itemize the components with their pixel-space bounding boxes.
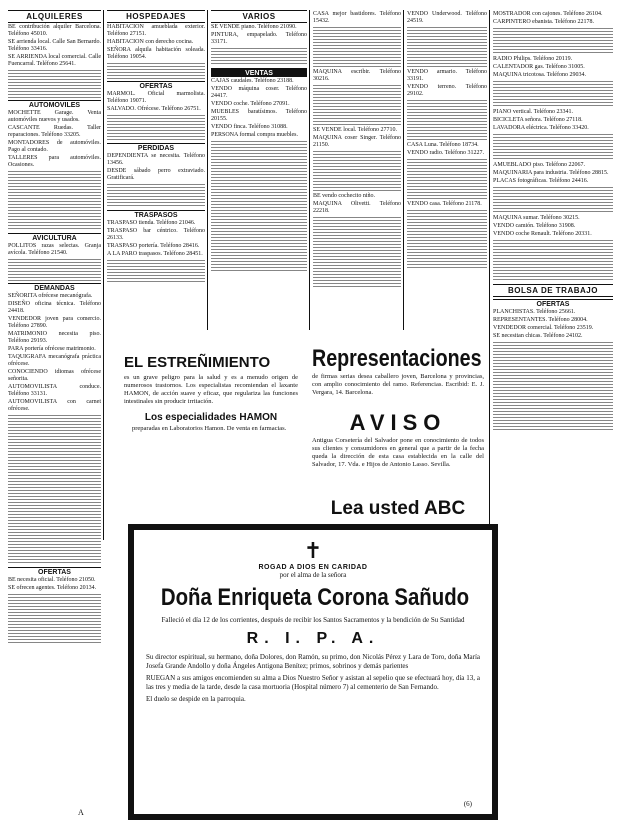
column-header: ALQUILERES (8, 10, 101, 23)
classified-ad: MAQUINARIA para industria. Teléfono 28815. (493, 170, 609, 176)
column-header: HOSPEDAJES (107, 10, 205, 23)
print-texture (8, 259, 101, 281)
print-texture (107, 184, 205, 208)
classified-ad: TRASPASO bar céntrico. Teléfono 26133. (107, 228, 205, 241)
classified-ad: CASCANTE Ruedas. Taller reparaciones. Teléfono 33205. (8, 125, 101, 138)
classified-ad: SE ARRIENDA local comercial. Calle Fuencarral. Teléfono 25641. (8, 54, 101, 67)
classified-ad: TALLERES para automóviles. Ocasiones. (8, 155, 101, 168)
advert-body: de firmas serias desea caballero joven, Barcelona y provincias, con amplio conocimiento del ramo. Referencias. Escribid: E. J. Vergara, 14. Barcelona. (312, 373, 484, 396)
advert-aviso (312, 410, 484, 492)
classified-ad: VENDEDOR comercial. Teléfono 23519. (493, 325, 594, 331)
classified-ad: VENDO terreno. Teléfono 29102. (407, 84, 487, 97)
obituary-name: Doña Enriqueta Corona Sañudo (160, 584, 470, 611)
obituary-rip: R. I. P. A. (246, 630, 380, 647)
classified-ad: A LA PARO traspasos. Teléfono 28451. (107, 251, 203, 257)
section-heading: BOLSA DE TRABAJO (493, 284, 613, 297)
classified-ad: VENDO finca. Teléfono 31088. (211, 124, 288, 130)
classified-ad: AUTOMOVILISTA conduce. Teléfono 33131. (8, 384, 101, 397)
obituary-notice (128, 524, 498, 820)
advert-body: es un grave peligro para la salud y es a menudo origen de numerosos trastornos. Los especialistas recomiendan el laxante HAMON, de acción suave y eficaz, que regulariza las funciones intestinales sin producir irritación. (124, 374, 298, 405)
advert-title: EL ESTREÑIMIENTO (124, 354, 271, 371)
print-texture (493, 342, 613, 432)
classified-ad: RADIO Philips. Teléfono 20119. (493, 56, 573, 62)
classified-ad: SE VENDE piano. Teléfono 21090. (211, 24, 297, 30)
obituary-rogad: ROGAD A DIOS EN CARIDAD (258, 564, 368, 571)
print-texture (493, 81, 613, 107)
classified-ad: CARPINTERO ebanista. Teléfono 22178. (493, 19, 594, 25)
classified-ad: VENDO Underwood. Teléfono 24519. (407, 11, 487, 24)
column-ventas-3 (407, 10, 487, 272)
column-ventas-2 (313, 10, 401, 289)
classified-ad: BE necesita oficial. Teléfono 21050. (8, 577, 96, 583)
classified-ad: SEÑORITA ofrécese mecanógrafa. (8, 293, 93, 299)
classified-ad: SE necesitan chicas. Teléfono 24102. (493, 333, 583, 339)
classified-ad: TAQUIGRAFA mecanógrafa práctica ofrécese. (8, 354, 101, 367)
column-mostrador (493, 10, 613, 434)
obituary-code: (6) (463, 800, 472, 808)
print-texture (493, 134, 613, 160)
print-texture (8, 171, 101, 231)
classified-ad: VENDO casa. Teléfono 21178. (407, 201, 482, 207)
advert-title: Representaciones (312, 345, 482, 372)
classified-ad: MUEBLES baratísimos. Teléfono 20155. (211, 109, 307, 122)
print-texture (313, 27, 401, 67)
column-hospedajes (107, 10, 205, 286)
print-texture (407, 159, 487, 199)
classified-ad: CAJAS caudales. Teléfono 23188. (211, 78, 294, 84)
obituary-family: Su director espiritual, su hermano, doña Dolores, don Ramón, su primo, don Nicolás Pérez y Lara de Toro, doña María Josefa Grande Andollo y doña Ángeles Antigona Benítez; primos, sobrinos y demás parientes (146, 653, 480, 670)
classified-ad: SEÑORA alquila habitación soleada. Teléfono 19054. (107, 47, 205, 60)
classified-ad: AUTOMOVILISTA con carnet ofrécese. (8, 399, 101, 412)
section-heading: AVICULTURA (8, 233, 101, 242)
obituary-duelo: El duelo se despide en la parroquia. (146, 695, 246, 703)
classified-ad: SALVADO. Ofrécese. Teléfono 26751. (107, 106, 201, 112)
classified-ad: MONTADORES de automóviles. Pago al contado. (8, 140, 101, 153)
section-heading: DEMANDAS (8, 283, 101, 292)
print-texture (8, 594, 101, 644)
classified-ad: PINTURA, empapelado. Teléfono 33171. (211, 32, 307, 45)
section-heading: PERDIDAS (107, 143, 205, 152)
classified-ad: CASA mejor bastidores. Teléfono 15432. (313, 11, 401, 24)
classified-ad: VENDO coche. Teléfono 27091. (211, 101, 290, 107)
print-texture (493, 28, 613, 54)
obituary-ruegan: RUEGAN a sus amigos encomienden su alma a Dios Nuestro Señor y asistan al sepelio que se efectuará hoy, día 13, a las tres y media de la tarde, desde la casa mortuoria (Hospital número 7) al cementerio de San Fernando. (146, 674, 480, 691)
print-texture (107, 63, 205, 79)
section-heading: OFERTAS (107, 81, 205, 90)
classified-ad: MARMOL. Oficial marmolista. Teléfono 19071. (107, 91, 205, 104)
classified-ad: MAQUINA coser Singer. Teléfono 21150. (313, 135, 401, 148)
classified-ad: MAQUINA tricotosa. Teléfono 29034. (493, 72, 586, 78)
column-rule (403, 10, 404, 330)
classified-ad: CASA Luna. Teléfono 18734. (407, 142, 479, 148)
classified-ad: PLANCHISTAS. Teléfono 25661. (493, 309, 576, 315)
advert-brand-body: preparadas en Laboratorios Hamon. De venta en farmacias. (132, 425, 287, 432)
obituary-por: por el alma de la señora (279, 571, 347, 579)
advert-estrenimiento (120, 350, 302, 522)
advert-lea-abc (312, 497, 484, 521)
classified-ad: LAVADORA eléctrica. Teléfono 33420. (493, 125, 589, 131)
print-texture (8, 415, 101, 565)
print-texture (211, 48, 307, 66)
print-texture (107, 115, 205, 141)
column-rule (309, 10, 310, 330)
classified-ad: TRASPASO tienda. Teléfono 21046. (107, 220, 196, 226)
column-rule (103, 10, 104, 540)
classified-ad: CALENTADOR gas. Teléfono 31005. (493, 64, 585, 70)
classified-ad: VENDO radio. Teléfono 31227. (407, 150, 484, 156)
section-heading: TRASPASOS (107, 210, 205, 219)
column-alquileres (8, 10, 101, 646)
classified-ad: DISEÑO oficina técnica. Teléfono 24418. (8, 301, 101, 314)
classified-ad: DEPENDIENTA se necesita. Teléfono 13456. (107, 153, 205, 166)
section-heading: OFERTAS (8, 567, 101, 576)
classified-ad: VENDO coche Renault. Teléfono 20331. (493, 231, 592, 237)
classified-ad: PLACAS fotográficas. Teléfono 24416. (493, 178, 589, 184)
classified-ad: BE contribución alquiler Barcelona. Teléfono 45010. (8, 24, 101, 37)
print-texture (211, 141, 307, 271)
classified-ad: VENDO armario. Teléfono 33191. (407, 69, 487, 82)
section-heading: AUTOMOVILES (8, 100, 101, 109)
section-subheading: OFERTAS (493, 299, 613, 308)
classified-ad: HABITACION amueblada exterior. Teléfono 27151. (107, 24, 205, 37)
classified-ad: HABITACION con derecho cocina. (107, 39, 194, 45)
classified-ad: REPRESENTANTES. Teléfono 28004. (493, 317, 588, 323)
classified-ad: VENDO máquina coser. Teléfono 24417. (211, 86, 307, 99)
classified-ad: PIANO vertical. Teléfono 23341. (493, 109, 573, 115)
classified-ad: VENDO camión. Teléfono 31908. (493, 223, 576, 229)
classified-ad: CONOCIENDO idiomas ofrécese señorita. (8, 369, 101, 382)
column-header: VARIOS (211, 10, 307, 23)
classified-ad: VENDEDOR joven para comercio. Teléfono 27890. (8, 316, 101, 329)
print-texture (493, 240, 613, 280)
classified-ad: MOSTRADOR con cajones. Teléfono 26104. (493, 11, 603, 17)
column-varios (211, 10, 307, 273)
print-texture (313, 85, 401, 125)
print-texture (407, 100, 487, 140)
classified-ad: BICICLETA señora. Teléfono 27118. (493, 117, 583, 123)
footer-mark: A (78, 808, 84, 817)
advert-representaciones (312, 346, 484, 408)
classified-ad: SE ofrecen agentes. Teléfono 20134. (8, 585, 97, 591)
classified-ad: MAQUINA escribir. Teléfono 30216. (313, 69, 401, 82)
classified-ad: SE arrienda local. Calle San Bernardo. Teléfono 33416. (8, 39, 101, 52)
classified-ad: BE vendo cochecito niño. (313, 193, 375, 199)
advert-brand: Los especialidades HAMON (144, 412, 278, 423)
print-texture (313, 151, 401, 191)
classified-ad: DESDE sábado perro extraviado. Gratificará. (107, 168, 205, 181)
obituary-fallecio: Falleció el día 12 de los corrientes, después de recibir los Santos Sacramentos y la bendición de Su Santidad (161, 616, 465, 624)
column-rule (207, 10, 208, 330)
print-texture (107, 260, 205, 284)
print-texture (407, 210, 487, 270)
classified-ad: MATRIMONIO necesita piso. Teléfono 29193. (8, 331, 101, 344)
classified-ad: TRASPASO portería. Teléfono 28416. (107, 243, 200, 249)
advert-title: Lea usted ABC (330, 498, 466, 519)
print-texture (313, 217, 401, 287)
classified-ad: MOCHETTE Garage. Venta automóviles nuevos y usados. (8, 110, 101, 123)
classified-ad: MAQUINA sumar. Teléfono 30215. (493, 215, 580, 221)
section-heading: VENTAS (211, 68, 307, 77)
classified-ad: POLLITOS razas selectas. Granja avícola. Teléfono 21540. (8, 243, 101, 256)
classified-ad: PERSONA formal compra muebles. (211, 132, 298, 138)
advert-body: Antigua Corsetería del Salvador pone en conocimiento de todos sus clientes y consumidores en general que a partir de la fecha queda la dirección de esta casa establecida en la calle del Salvador, 17. Vda. e Hijos de Antonio Lasso. Sevilla. (312, 437, 484, 468)
print-texture (8, 70, 101, 98)
advert-title: AVISO (349, 410, 447, 435)
cross-icon: ✝ (303, 538, 323, 563)
print-texture (407, 27, 487, 67)
classified-ad: MAQUINA Olivetti. Teléfono 22218. (313, 201, 401, 214)
classified-ad: SE VENDE local. Teléfono 27710. (313, 127, 398, 133)
classified-ad: AMUEBLADO piso. Teléfono 22067. (493, 162, 585, 168)
classified-ad: PARA portería ofrécese matrimonio. (8, 346, 96, 352)
print-texture (493, 187, 613, 213)
